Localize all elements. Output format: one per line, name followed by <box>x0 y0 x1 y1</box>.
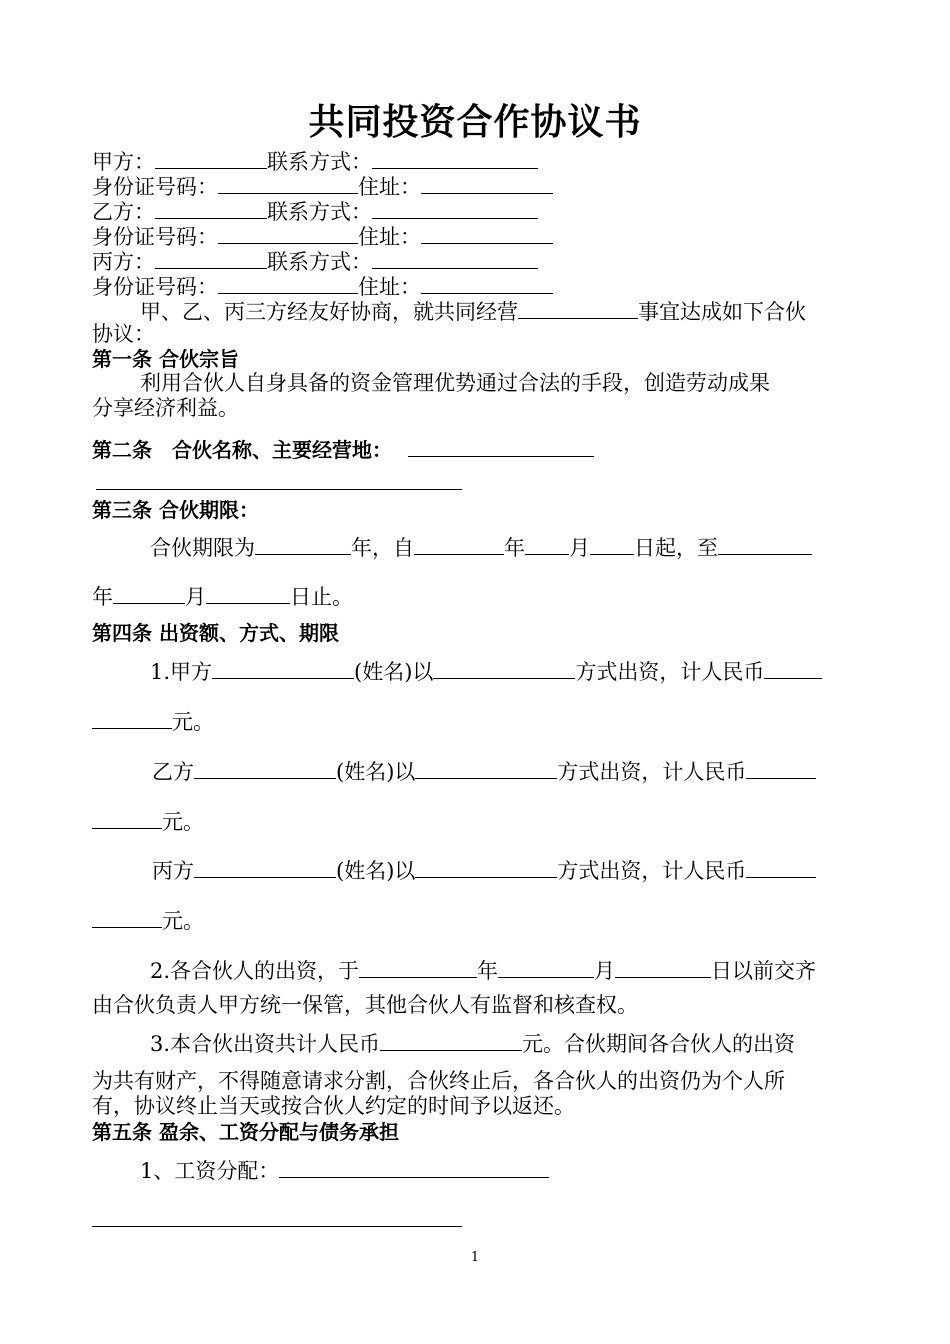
term-text-8: 日止。 <box>290 585 353 609</box>
party-c-addr-blank[interactable] <box>421 273 553 294</box>
article-4-heading: 第四条 出资额、方式、期限 <box>92 621 339 645</box>
total-text-4: 有，协议终止当天或按合伙人约定的时间予以返还。 <box>92 1094 575 1118</box>
contribution-b-line <box>152 758 816 785</box>
contribution-b-label: 乙方 <box>152 760 194 784</box>
deadline-day-blank[interactable] <box>615 957 711 978</box>
contribution-b-amount-blank-2[interactable] <box>92 808 162 829</box>
party-c-id-blank[interactable] <box>218 273 358 294</box>
party-a-addr-blank[interactable] <box>421 173 553 194</box>
party-b-id-label: 身份证号码： <box>92 225 218 249</box>
contribution-c-way-text: 方式出资，计人民币 <box>557 859 747 883</box>
article-2-heading <box>92 436 594 463</box>
term-text-7: 月 <box>185 585 206 609</box>
contribution-a-way-blank[interactable] <box>433 658 575 679</box>
party-a-contact-label: 联系方式： <box>267 150 372 174</box>
business-blank[interactable] <box>518 298 638 319</box>
salary-label: 1、工资分配： <box>140 1159 280 1183</box>
party-b-addr-label: 住址： <box>358 225 421 249</box>
contribution-a-way-text: 方式出资，计人民币 <box>575 660 765 684</box>
contribution-a-amount-blank-2[interactable] <box>92 708 172 729</box>
party-b-name-blank[interactable] <box>155 198 267 219</box>
start-day-blank[interactable] <box>590 534 634 555</box>
end-year-blank-2[interactable] <box>113 583 185 604</box>
party-b-contact-blank[interactable] <box>372 198 538 219</box>
end-year-blank-1[interactable] <box>718 534 812 555</box>
contribution-c-line-2 <box>92 907 204 934</box>
party-a-name-blank[interactable] <box>155 148 267 169</box>
party-b-addr-blank[interactable] <box>421 223 553 244</box>
intro-text-2: 事宜达成如下合伙 <box>638 300 806 324</box>
salary-line <box>140 1157 549 1184</box>
contribution-b-yuan: 元。 <box>162 810 204 834</box>
contribution-c-way-blank[interactable] <box>415 857 557 878</box>
deadline-text-3: 月 <box>594 959 616 983</box>
party-c-addr-label: 住址： <box>358 275 421 299</box>
party-c-id-line <box>92 273 553 300</box>
term-text-1: 合伙期限为 <box>150 536 255 560</box>
start-year-blank[interactable] <box>414 534 504 555</box>
party-b-id-line <box>92 223 553 250</box>
deadline-text-5: 由合伙负责人甲方统一保管，其他合伙人有监督和核查权。 <box>92 993 638 1017</box>
contribution-b-way-blank[interactable] <box>415 758 557 779</box>
start-month-blank[interactable] <box>525 534 569 555</box>
article-3-line-2 <box>92 583 353 610</box>
party-a-line <box>92 148 538 175</box>
party-c-label: 丙方： <box>92 250 155 274</box>
term-text-6: 年 <box>92 585 113 609</box>
party-b-label: 乙方： <box>92 200 155 224</box>
article-5-heading: 第五条 盈余、工资分配与债务承担 <box>92 1120 399 1144</box>
party-c-contact-label: 联系方式： <box>267 250 372 274</box>
party-b-id-blank[interactable] <box>218 223 358 244</box>
article-2-blank-1[interactable] <box>408 436 594 457</box>
total-amount-blank[interactable] <box>380 1030 522 1051</box>
contribution-a-line <box>150 658 822 685</box>
deadline-month-blank[interactable] <box>498 957 594 978</box>
deadline-year-blank[interactable] <box>359 957 477 978</box>
article-1-heading: 第一条 合伙宗旨 <box>92 347 239 371</box>
contribution-a-label: 1.甲方 <box>150 660 213 684</box>
total-text-3: 为共有财产，不得随意请求分割，合伙终止后，各合伙人的出资仍为个人所 <box>92 1069 785 1093</box>
party-c-id-label: 身份证号码： <box>92 275 218 299</box>
total-text-2: 元。合伙期间各合伙人的出资 <box>522 1032 796 1056</box>
article-1-body-2: 分享经济利益。 <box>92 396 239 420</box>
party-a-contact-blank[interactable] <box>372 148 538 169</box>
deadline-text-1: 2.各合伙人的出资，于 <box>150 959 360 983</box>
term-years-blank[interactable] <box>255 534 351 555</box>
article-2-label: 第二条 合伙名称、主要经营地： <box>92 438 392 462</box>
contribution-c-label: 丙方 <box>152 859 194 883</box>
article-1-body-1: 利用合伙人自身具备的资金管理优势通过合法的手段，创造劳动成果 <box>140 371 770 395</box>
article-2-blank-2[interactable] <box>96 489 462 490</box>
contribution-a-name-text: (姓名)以 <box>354 660 434 684</box>
party-a-addr-label: 住址： <box>358 175 421 199</box>
deadline-text-4: 日以前交齐 <box>711 959 817 983</box>
contribution-c-amount-blank-1[interactable] <box>746 857 816 878</box>
contribution-c-yuan: 元。 <box>162 909 204 933</box>
intro-text-1: 甲、乙、丙三方经友好协商，就共同经营 <box>140 300 518 324</box>
document-title: 共同投资合作协议书 <box>308 101 642 143</box>
contribution-c-amount-blank-2[interactable] <box>92 907 162 928</box>
contribution-b-name-blank[interactable] <box>194 758 336 779</box>
party-a-id-line <box>92 173 553 200</box>
term-text-4: 月 <box>569 536 590 560</box>
contribution-b-name-text: (姓名)以 <box>336 760 416 784</box>
total-text-1: 3.本合伙出资共计人民币 <box>150 1032 381 1056</box>
party-b-contact-label: 联系方式： <box>267 200 372 224</box>
intro-text-3: 协议： <box>92 322 155 346</box>
party-b-line <box>92 198 538 225</box>
salary-blank-2[interactable] <box>92 1226 462 1227</box>
party-a-id-blank[interactable] <box>218 173 358 194</box>
party-a-label: 甲方： <box>92 150 155 174</box>
end-month-blank[interactable] <box>206 583 290 604</box>
contribution-a-yuan: 元。 <box>172 710 214 734</box>
deadline-text-2: 年 <box>477 959 499 983</box>
party-c-line <box>92 248 538 275</box>
contribution-a-amount-blank-1[interactable] <box>764 658 822 679</box>
total-line <box>150 1030 795 1057</box>
article-3-heading: 第三条 合伙期限： <box>92 498 259 522</box>
page-number: 1 <box>470 1250 480 1265</box>
contribution-b-amount-blank-1[interactable] <box>746 758 816 779</box>
contribution-c-line <box>152 857 816 884</box>
term-text-3: 年 <box>504 536 525 560</box>
contribution-c-name-text: (姓名)以 <box>336 859 416 883</box>
salary-blank[interactable] <box>279 1157 549 1178</box>
contribution-b-line-2 <box>92 808 204 835</box>
contribution-c-name-blank[interactable] <box>194 857 336 878</box>
intro-line <box>140 298 806 325</box>
term-text-5: 日起，至 <box>634 536 718 560</box>
party-c-contact-blank[interactable] <box>372 248 538 269</box>
deadline-line <box>150 957 816 984</box>
contribution-b-way-text: 方式出资，计人民币 <box>557 760 747 784</box>
contribution-a-line-2 <box>92 708 214 735</box>
party-a-id-label: 身份证号码： <box>92 175 218 199</box>
party-c-name-blank[interactable] <box>155 248 267 269</box>
article-3-line-1 <box>150 534 812 561</box>
contribution-a-name-blank[interactable] <box>212 658 354 679</box>
term-text-2: 年，自 <box>351 536 414 560</box>
